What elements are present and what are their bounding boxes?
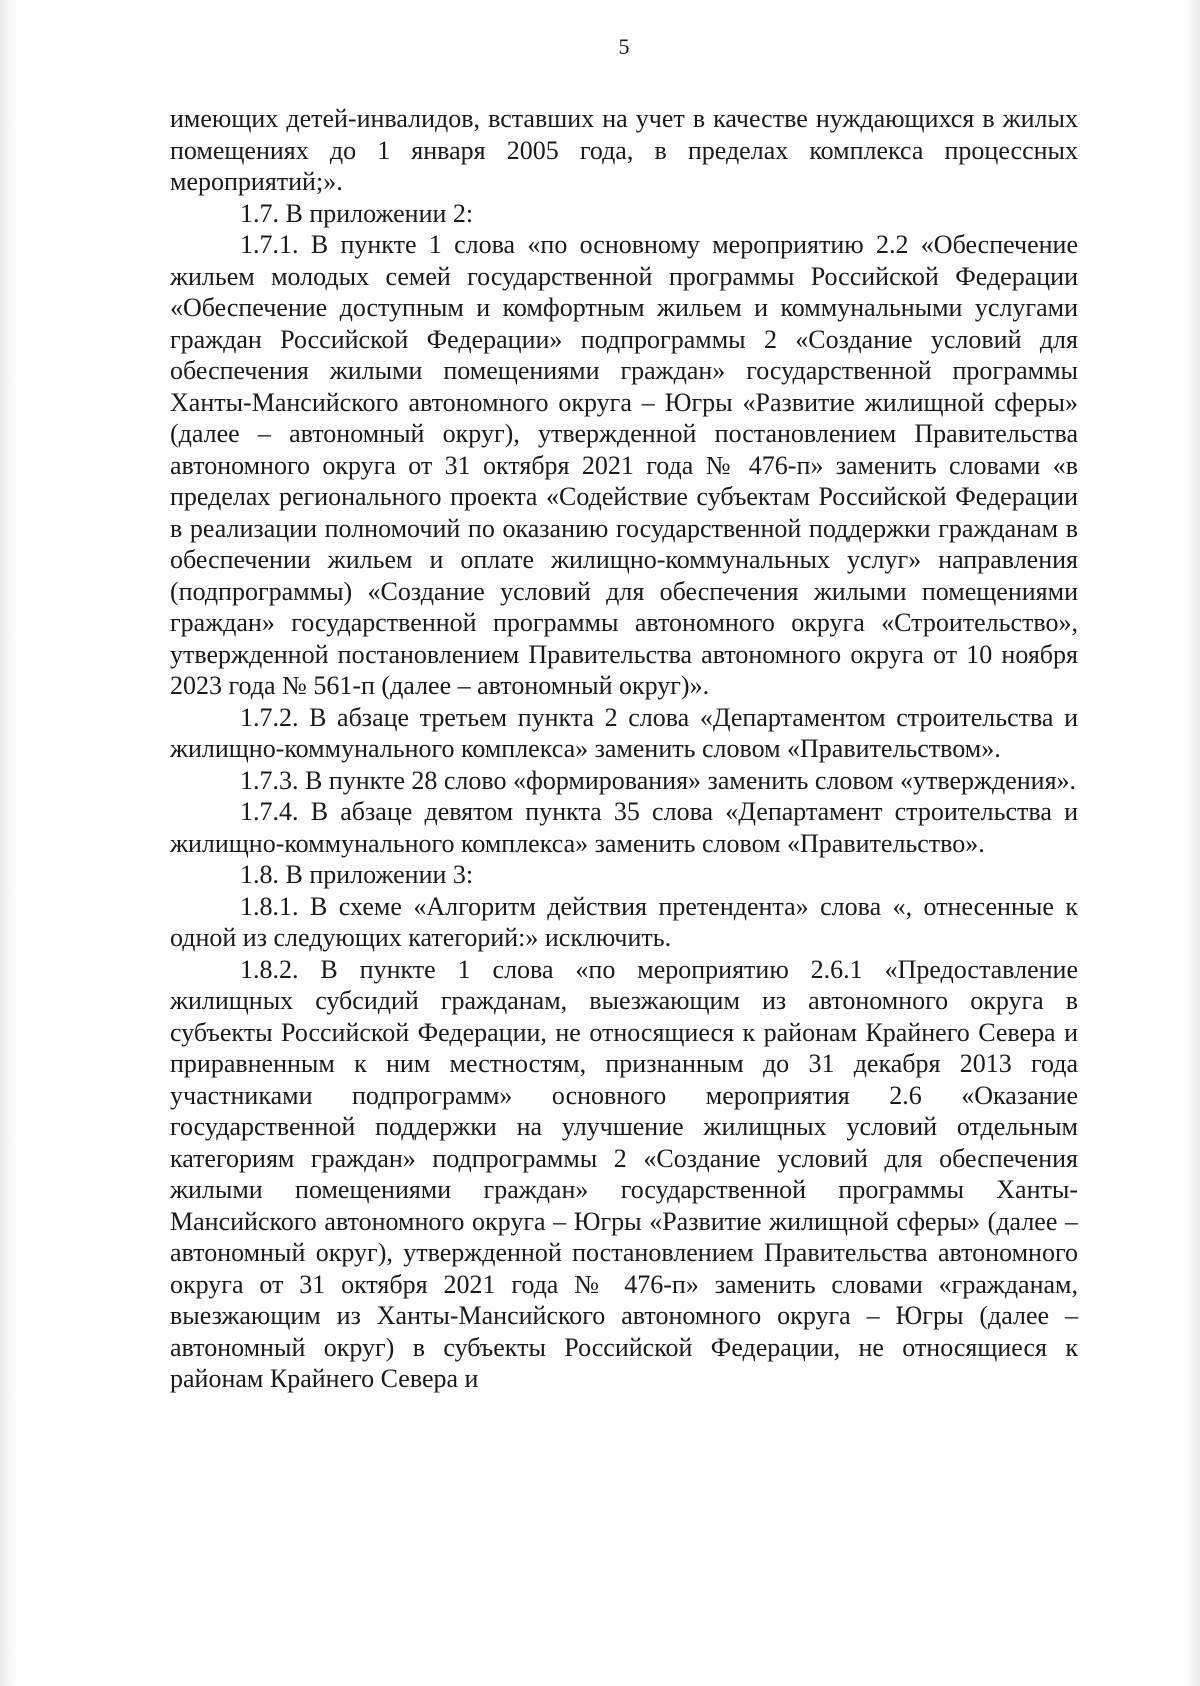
paragraph-1-8-1: 1.8.1. В схеме «Алгоритм действия претендента» слова «, отнесенные к одной из следующих категорий:» исключить. — [170, 891, 1078, 952]
scan-left-edge — [0, 0, 16, 1686]
paragraph-continuation: имеющих детей-инвалидов, вставших на учет в качестве нуждающихся в жилых помещениях до 1 января 2005 года, в пределах комплекса процессных мероприятий;». — [170, 104, 1078, 196]
paragraph-1-7-1: 1.7.1. В пункте 1 слова «по основному мероприятию 2.2 «Обеспечение жильем молодых семей государственной программы Российской Федерации «Обеспечение доступным и комфортным жильем и коммунальными услугами граждан Российской Федерации» подпрограммы 2 «Создание условий для обеспечения жилыми помещениями граждан» государственной программы Ханты-Мансийского автономного округа – Югры «Развитие жилищной сферы» (далее – автономный округ), утвержденной постановлением Правительства автономного округа от 31 октября 2021 года № 476-п» заменить словами «в пределах регионального проекта «Содействие субъектам Российской Федерации в реализации полномочий по оказанию государственной поддержки гражданам в обеспечении жильем и оплате жилищно-коммунальных услуг» направления (подпрограммы) «Создание условий для обеспечения жилыми помещениями граждан» государственной программы автономного округа «Строительство», утвержденной постановлением Правительства автономного округа от 10 ноября 2023 года № 561-п (далее – автономный округ)». — [170, 230, 1078, 700]
paragraph-1-7-2: 1.7.2. В абзаце третьем пункта 2 слова «Департаментом строительства и жилищно-коммунального комплекса» заменить словом «Правительством». — [170, 702, 1078, 763]
paragraph-1-8-2: 1.8.2. В пункте 1 слова «по мероприятию 2.6.1 «Предоставление жилищных субсидий гражданам, выезжающим из автономного округа в субъекты Российской Федерации, не относящиеся к районам Крайнего Севера и приравненным к ним местностям, признанным до 31 декабря 2013 года участниками подпрограмм» основного мероприятия 2.6 «Оказание государственной поддержки на улучшение жилищных условий отдельным категориям граждан» подпрограммы 2 «Создание условий для обеспечения жилыми помещениями граждан» государственной программы Ханты-Мансийского автономного округа – Югры «Развитие жилищной сферы» (далее – автономный округ), утвержденной постановлением Правительства автономного округа от 31 октября 2021 года № 476-п» заменить словами «гражданам, выезжающим из Ханты-Мансийского автономного округа – Югры (далее – автономный округ) в субъекты Российской Федерации, не относящиеся к районам Крайнего Севера и — [170, 954, 1078, 1393]
scan-right-edge — [1188, 0, 1200, 1686]
paragraph-1-7-4: 1.7.4. В абзаце девятом пункта 35 слова «Департамент строительства и жилищно-коммунального комплекса» заменить словом «Правительство». — [170, 797, 1078, 858]
document-body — [170, 103, 1078, 1395]
paragraph-1-8: 1.8. В приложении 3: — [240, 860, 474, 889]
paragraph-1-7-3: 1.7.3. В пункте 28 слово «формирования» заменить словом «утверждения». — [240, 765, 1077, 795]
page-number: 5 — [618, 34, 630, 59]
paragraph-1-7: 1.7. В приложении 2: — [240, 198, 474, 228]
